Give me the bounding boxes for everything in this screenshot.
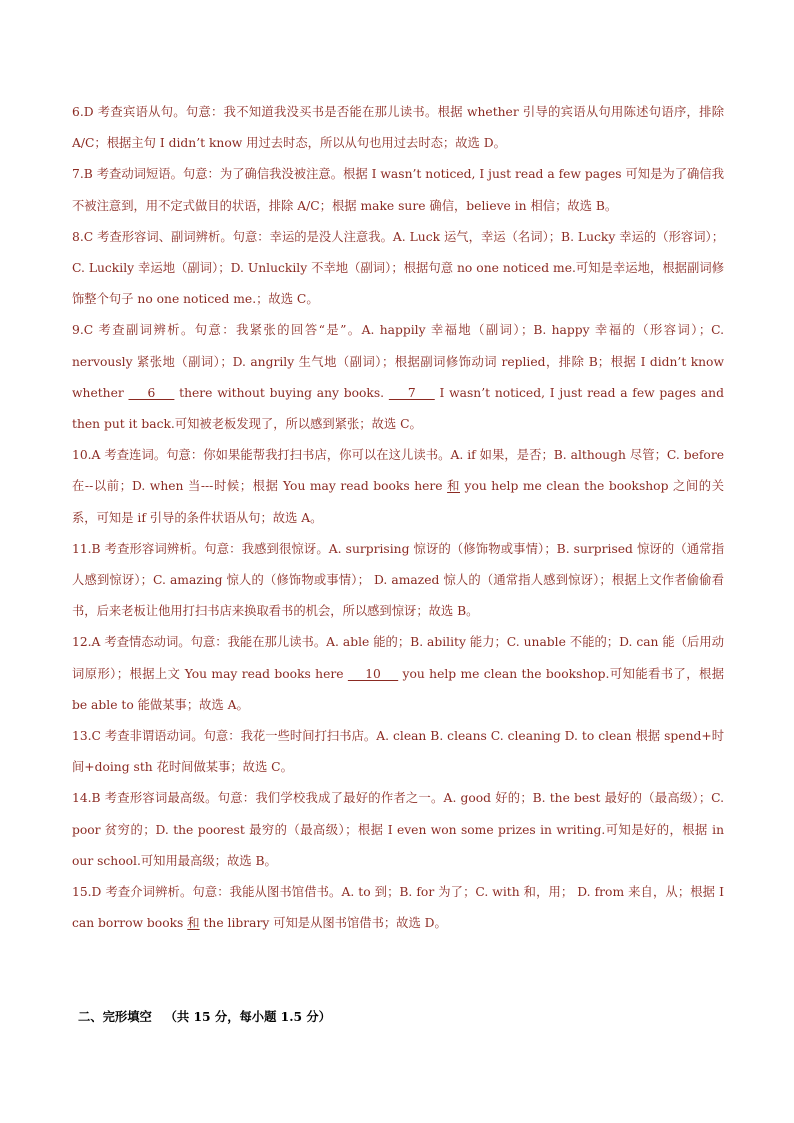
answer-text: 11.B 考查形容词辨析。句意：我感到很惊讶。A. surprising 惊讶的（修饰物或事情）；B. surprised 惊讶的（通常指人感到惊讶）；C. amazing 惊人的（修饰物或事情）； D. amazed 惊人的（通常指人感到惊讶）；根据上文作者偷偷看书，后来老板让他用打扫书店来换取看书的机会，所以感到惊讶；故选 B。 bbox=[72, 541, 724, 619]
blank-underline: 10 bbox=[347, 666, 399, 681]
answer-text: you help me clean the bookshop.可知能看书了，根据 be able to 能做某事；故选 A。 bbox=[72, 666, 724, 712]
answer-explanations bbox=[72, 97, 724, 939]
answer-text: 15.D 考查介词辨析。句意：我能从图书馆借书。A. to 到；B. for 为了；C. with 和，用； D. from 来自，从；根据 I can borrow books bbox=[72, 885, 724, 931]
answer-text: 13.C 考查非谓语动词。句意：我花一些时间打扫书店。A. clean B. cleans C. cleaning D. to clean 根据 spend+时间+doing sth 花时间做某事；故选 C。 bbox=[72, 729, 724, 775]
section-heading: 二、完形填空 （共 15 分，每小题 1.5 分） bbox=[78, 1009, 331, 1024]
answer-q7 bbox=[72, 159, 724, 221]
blank-underline: 7 bbox=[388, 385, 435, 400]
blank-underline: 6 bbox=[128, 385, 175, 400]
underlined-text: 和 bbox=[447, 479, 460, 494]
answer-q11 bbox=[72, 534, 724, 628]
answer-text: the library 可知是从图书馆借书；故选 D。 bbox=[199, 916, 447, 931]
answer-text: you help me clean the bookshop 之间的关系，可知是 if 引导的条件状语从句；故选 A。 bbox=[72, 479, 724, 525]
answer-text: 12.A 考查情态动词。句意：我能在那儿读书。A. able 能的；B. ability 能力；C. unable 不能的；D. can 能（后用动词原形）；根据上文 You may read books here bbox=[72, 635, 724, 681]
answer-text: 6.D 考查宾语从句。句意：我不知道我没买书是否能在那儿读书。根据 whether 引导的宾语从句用陈述句语序，排除 A/C；根据主句 I didn’t know 用过去时态，所以从句也用过去时态；故选 D。 bbox=[72, 105, 724, 151]
answer-text: 10.A 考查连词。句意：你如果能帮我打扫书店，你可以在这儿读书。A. if 如果，是否；B. although 尽管；C. before 在--以前；D. when 当---时候；根据 You may read books here bbox=[72, 448, 724, 494]
answer-q13 bbox=[72, 721, 724, 783]
answer-text: 9.C 考查副词辨析。句意：我紧张的回答“是”。A. happily 幸福地（副词）；B. happy 幸福的（形容词）；C. nervously 紧张地（副词）；D. angrily 生气地（副词）；根据副词修饰动词 replied，排除 B；根据 I didn’t know whether bbox=[72, 323, 724, 400]
answer-text: 7.B 考查动词短语。句意：为了确信我没被注意。根据 I wasn’t noticed, I just read a few pages 可知是为了确信我不被注意到，用不定式做目的状语，排除 A/C；根据 make sure 确信，believe in 相信；故选 B。 bbox=[72, 167, 724, 213]
answer-text: I wasn’t noticed, I just read a few pages and then put it back.可知被老板发现了，所以感到紧张；故选 C。 bbox=[72, 385, 724, 432]
answer-q10 bbox=[72, 440, 724, 534]
answer-q12 bbox=[72, 627, 724, 721]
underlined-text: 和 bbox=[187, 916, 200, 931]
answer-q6 bbox=[72, 97, 724, 159]
answer-q15 bbox=[72, 877, 724, 939]
answer-q8 bbox=[72, 222, 724, 316]
answer-q9 bbox=[72, 315, 724, 440]
answer-q14 bbox=[72, 783, 724, 877]
answer-text: 14.B 考查形容词最高级。句意：我们学校我成了最好的作者之一。A. good 好的；B. the best 最好的（最高级）；C. poor 贫穷的；D. the poorest 最穷的（最高级）；根据 I even won some prizes in writing.可知是好的，根据 in our school.可知用最高级；故选 B。 bbox=[72, 791, 724, 868]
answer-text: there without buying any books. bbox=[174, 385, 389, 400]
answer-text: 8.C 考查形容词、副词辨析。句意：幸运的是没人注意我。A. Luck 运气，幸运（名词）；B. Lucky 幸运的（形容词）；C. Luckily 幸运地（副词）；D. Unluckily 不幸地（副词）；根据句意 no one noticed me.可知是幸运地，根据副词修饰整个句子 no one noticed me.；故选 C。 bbox=[72, 229, 724, 307]
